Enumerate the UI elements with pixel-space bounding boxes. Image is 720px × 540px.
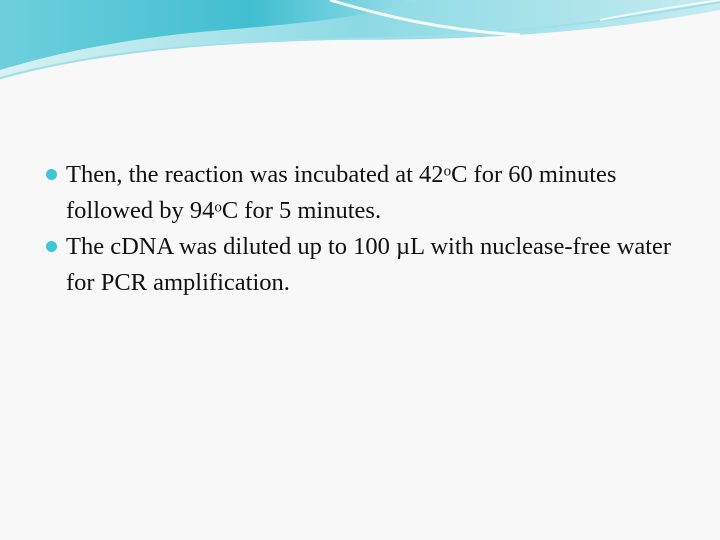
bullet-item-incubation	[46, 157, 686, 229]
degree-superscript: o	[214, 199, 222, 216]
degree-superscript: o	[443, 163, 452, 180]
bullet-text-part: C for 5 minutes.	[221, 197, 382, 224]
filled-circle-bullet-icon	[46, 241, 57, 252]
bullet-item-dilution	[46, 229, 686, 301]
bullet-text: The cDNA was diluted up to 100 µL with nuclease-free water for PCR amplification.	[66, 233, 672, 296]
decorative-wave-header	[0, 0, 720, 80]
bullet-list	[46, 157, 686, 301]
bullet-text-part: Then, the reaction was incubated at 42	[66, 161, 444, 188]
filled-circle-bullet-icon	[46, 169, 57, 180]
bullet-text-part: C for 60 minutes followed by 94	[66, 161, 617, 224]
